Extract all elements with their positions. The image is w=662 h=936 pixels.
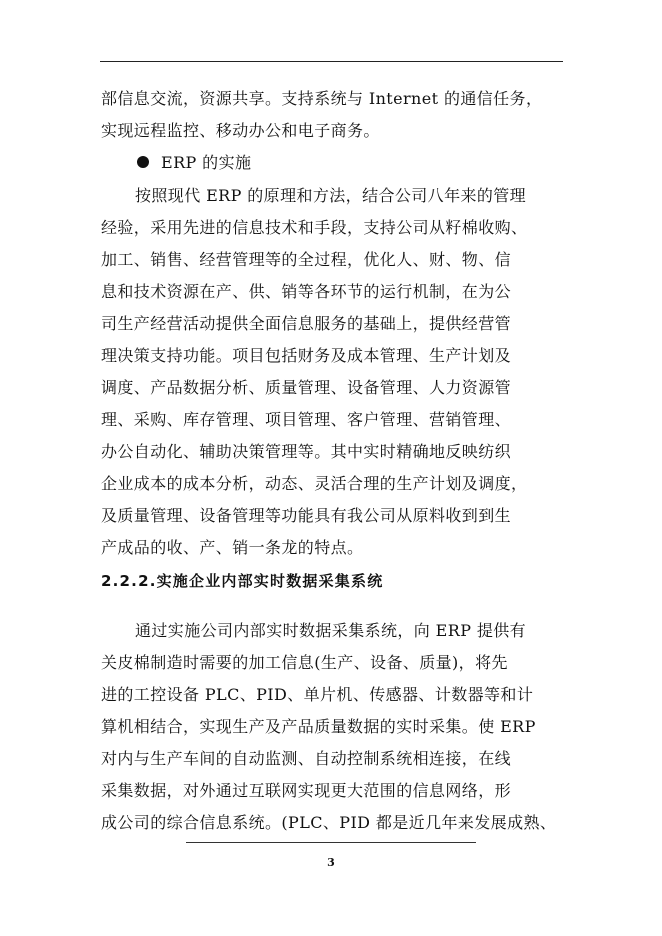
text-line: 实现远程监控、移动办公和电子商务。 <box>101 121 380 140</box>
text-line: 算机相结合，实现生产及产品质量数据的实时采集。使 ERP <box>101 717 536 736</box>
bullet-label: ERP 的实施 <box>161 153 252 172</box>
text-line: 产成品的收、产、销一条龙的特点。 <box>101 538 364 557</box>
text-line: 成公司的综合信息系统。(PLC、PID 都是近几年来发展成熟、 <box>101 813 557 832</box>
section-heading: 2.2.2.实施企业内部实时数据采集系统 <box>101 572 384 590</box>
text-line: 及质量管理、设备管理等功能具有我公司从原料收到到生 <box>101 506 512 525</box>
bullet-dot-icon <box>137 156 149 168</box>
text-line: 理、采购、库存管理、项目管理、客户管理、营销管理、 <box>101 410 512 429</box>
bullet-item <box>0 147 662 179</box>
text-line: 理决策支持功能。项目包括财务及成本管理、生产计划及 <box>101 346 512 365</box>
text-line: 企业成本的成本分析，动态、灵活合理的生产计划及调度， <box>101 474 528 493</box>
text-line: 关皮棉制造时需要的加工信息(生产、设备、质量)，将先 <box>101 653 508 672</box>
text-line: 司生产经营活动提供全面信息服务的基础上，提供经营管 <box>101 314 512 333</box>
text-line: 对内与生产车间的自动监测、自动控制系统相连接，在线 <box>101 749 512 768</box>
header-rule <box>100 61 563 62</box>
text-line: 经验，采用先进的信息技术和手段，支持公司从籽棉收购、 <box>101 218 528 237</box>
text-line: 进的工控设备 PLC、PID、单片机、传感器、计数器等和计 <box>101 685 534 704</box>
text-line: 采集数据，对外通过互联网实现更大范围的信息网络，形 <box>101 781 512 800</box>
text-line: 息和技术资源在产、供、销等各环节的运行机制，在为公 <box>101 282 512 301</box>
page-number: 3 <box>327 856 335 869</box>
footer-rule <box>186 842 476 843</box>
text-line: 办公自动化、辅助决策管理等。其中实时精确地反映纺织 <box>101 442 512 461</box>
text-line: 部信息交流，资源共享。支持系统与 Internet 的通信任务， <box>101 89 543 108</box>
text-line: 调度、产品数据分析、质量管理、设备管理、人力资源管 <box>101 378 512 397</box>
text-line: 按照现代 ERP 的原理和方法，结合公司八年来的管理 <box>135 186 527 205</box>
text-line: 加工、销售、经营管理等的全过程，优化人、财、物、信 <box>101 250 512 269</box>
text-line: 通过实施公司内部实时数据采集系统，向 ERP 提供有 <box>135 621 527 640</box>
